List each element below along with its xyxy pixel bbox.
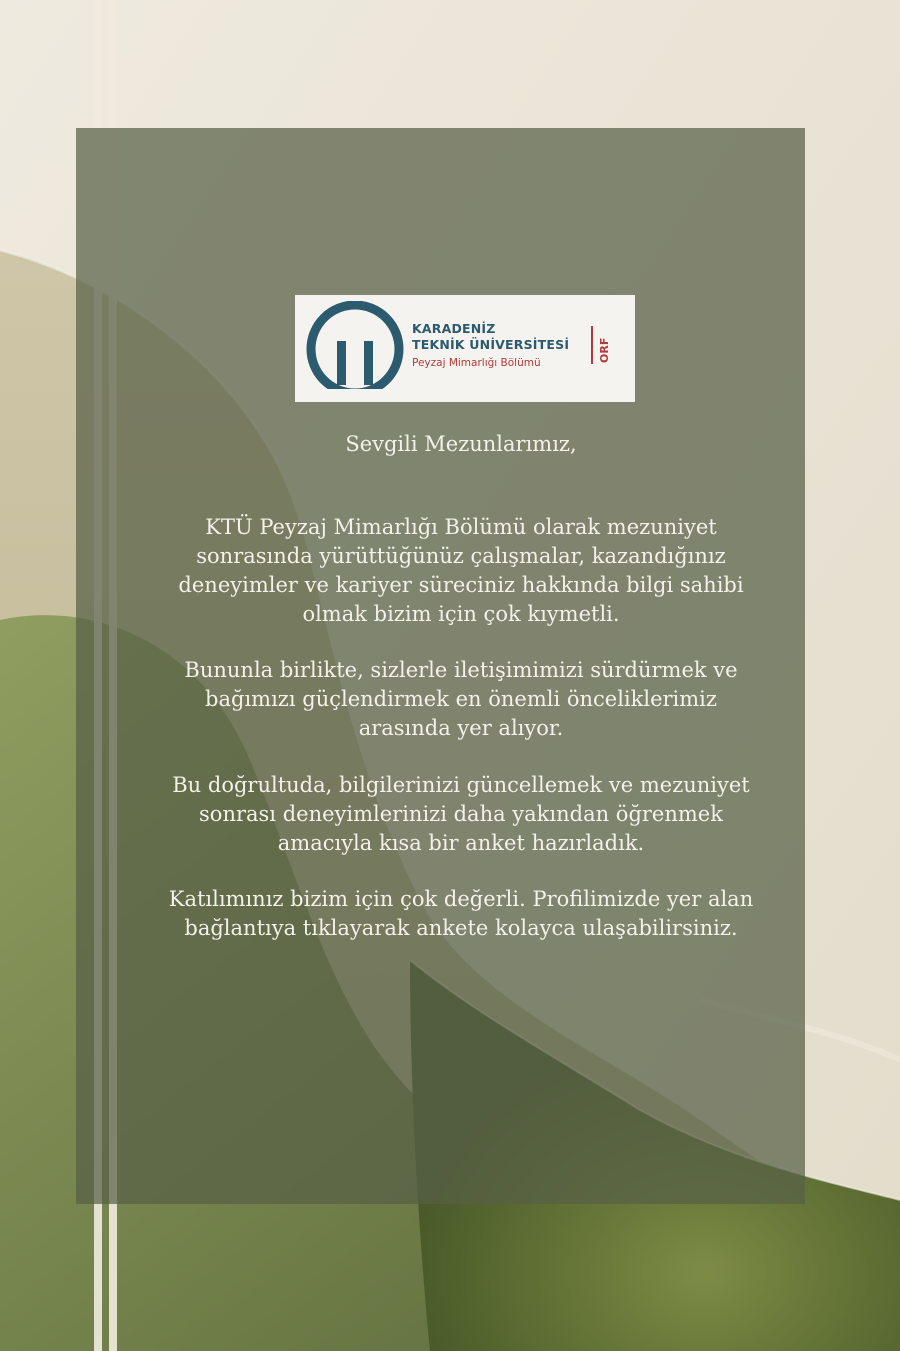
logo-badge: ORF	[598, 337, 611, 363]
paragraph-line: Bununla birlikte, sizlerle iletişimimizi sürdürmek ve	[184, 658, 738, 682]
paragraph-survey	[96, 771, 826, 858]
paragraph-line: sonrasında yürüttüğünüz çalışmalar, kazandığınız	[196, 544, 726, 568]
paragraph-line: arasında yer alıyor.	[358, 716, 564, 740]
greeting: Sevgili Mezunlarımız,	[345, 432, 577, 456]
paragraph-line: bağımızı güçlendirmek en önemli önceliklerimiz	[205, 687, 717, 711]
paragraph-line: deneyimler ve kariyer süreciniz hakkında bilgi sahibi	[178, 573, 744, 597]
logo-separator	[591, 326, 593, 364]
logo-department-name: Peyzaj Mimarlığı Bölümü	[412, 357, 541, 369]
logo-university-name-line1: KARADENİZ	[412, 321, 496, 336]
paragraph-line: KTÜ Peyzaj Mimarlığı Bölümü olarak mezuniyet	[205, 515, 717, 539]
paragraph-line: olmak bizim için çok kıymetli.	[302, 602, 620, 626]
paragraph-line: sonrası deneyimlerinizi daha yakından öğrenmek	[199, 802, 723, 826]
paragraph-communication	[96, 656, 826, 743]
university-logo	[295, 295, 635, 402]
ktu-emblem-icon	[305, 301, 405, 397]
paragraph-line: bağlantıya tıklayarak ankete kolayca ulaşabilirsiniz.	[184, 916, 738, 940]
paragraph-line: Katılımınız bizim için çok değerli. Profilimizde yer alan	[168, 887, 754, 911]
paragraph-intro	[96, 513, 826, 629]
paragraph-line: amacıyla kısa bir anket hazırladık.	[277, 831, 645, 855]
paragraph-call-to-action	[96, 885, 826, 943]
paragraph-line: Bu doğrultuda, bilgilerinizi güncellemek ve mezuniyet	[172, 773, 750, 797]
logo-university-name-line2: TEKNİK ÜNİVERSİTESİ	[412, 337, 570, 352]
